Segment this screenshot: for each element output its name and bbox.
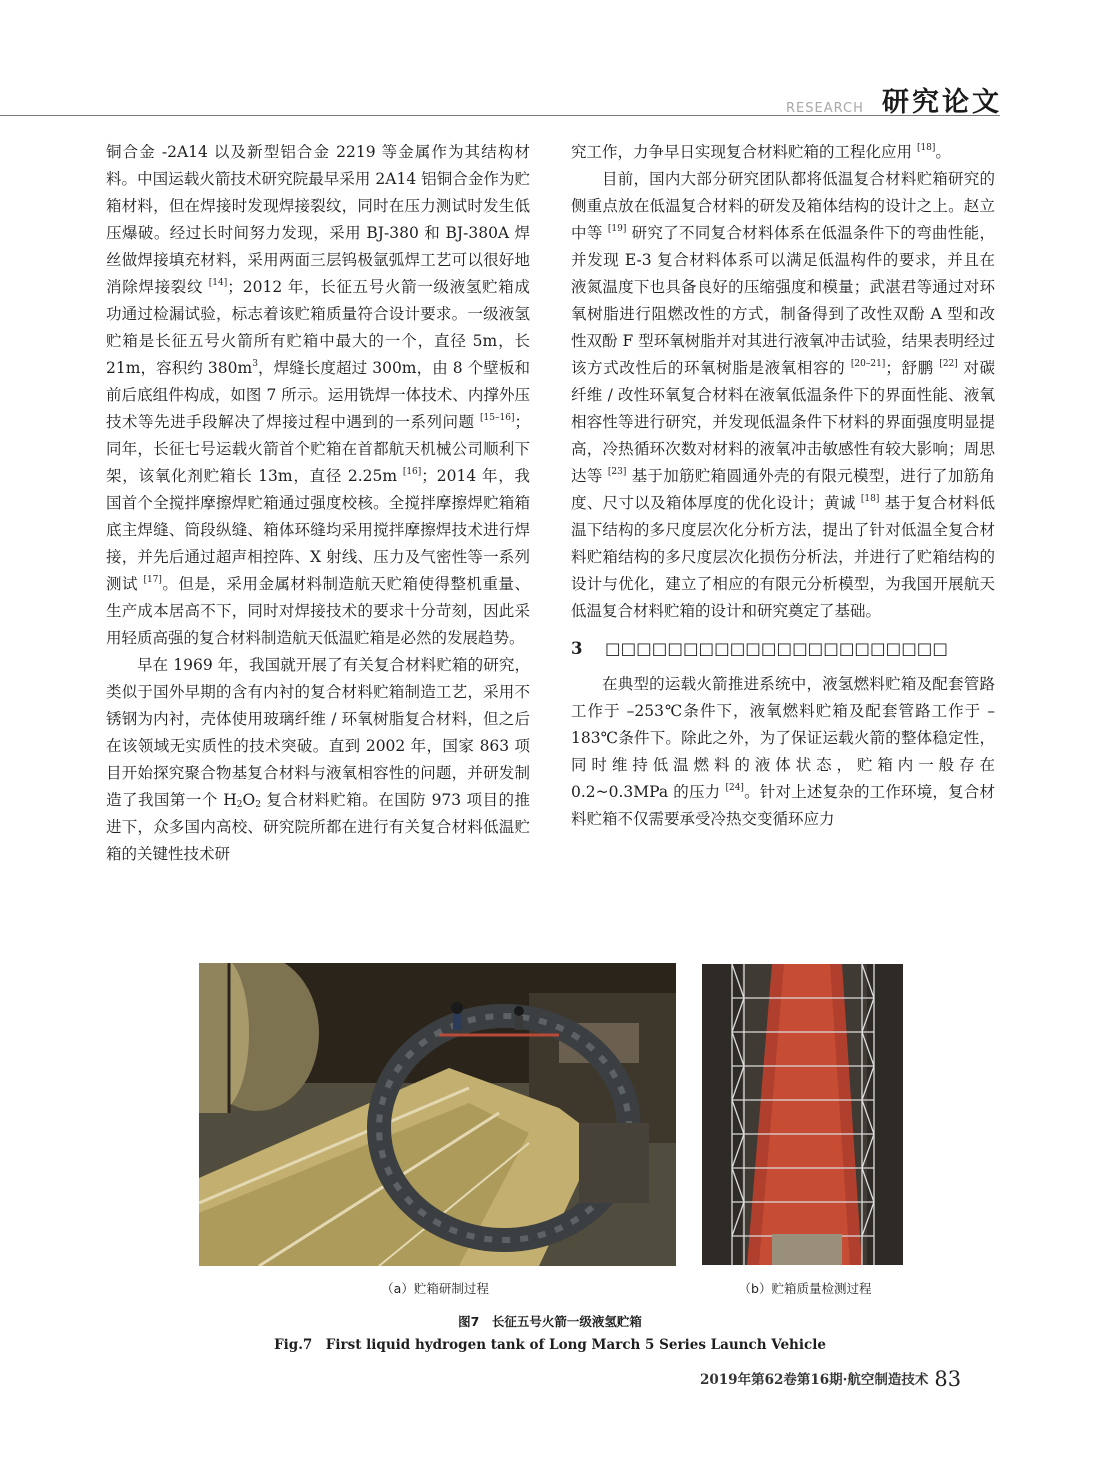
text-run: 基于复合材料低温下结构的多尺度层次化分析方法，提出了针对低温全复合材料贮箱结构的多尺度层次化损伤分析法，并进行了贮箱结构的设计与优化，建立了相应的有限元分析模型，为我国开展航天低温复合材料贮箱的设计和研究奠定了基础。 <box>571 494 995 620</box>
text-run: ，焊缝长度超过 300m，由 8 个壁板和前后底组件构成，如图 7 所示。运用铣焊一体技术、内撑外压技术等先进手段解决了焊接过程中遇到的一系列问题 <box>106 359 530 431</box>
left-paragraph-2 <box>106 652 530 868</box>
text-run: ；2014 年，我国首个全搅拌摩擦焊贮箱通过强度校核。全搅拌摩擦焊贮箱箱底主焊缝、筒段纵缝、箱体环缝均采用搅拌摩擦焊技术进行焊接，并先后通过超声相控阵、X 射线、压力及气密性等一系列测试 <box>106 467 530 593</box>
citation: [15–16] <box>480 413 515 423</box>
header-label-zh: 研究论文 <box>882 87 1002 118</box>
subcaption-a: （a）贮箱研制过程 <box>381 1281 489 1296</box>
text-run: 铜合金 -2A14 以及新型铝合金 2219 等金属作为其结构材料。中国运载火箭技术研究院最早采用 2A14 铝铜合金作为贮箱材料，但在焊接时发现焊接裂纹，同时在压力测试时发生低压爆破。经过长时间努力发现，采用 BJ-380 和 BJ-380A 焊丝做焊接填充材料，采用两面三层钨极氩弧焊工艺可以很好地消除焊接裂纹 <box>106 143 530 296</box>
text-run: 目前，国内大部分研究团队都将低温复合材料贮箱研究的侧重点放在低温复合材料的研发及箱体结构的设计之上。赵立中等 <box>571 170 995 242</box>
text-run: 。针对上述复杂的工作环境，复合材料贮箱不仅需要承受冷热交变循环应力 <box>571 783 995 828</box>
text-run: 。 <box>935 143 951 161</box>
text-run: 研究了不同复合材料体系在低温条件下的弯曲性能，并发现 E-3 复合材料体系可以满足低温构件的要求，并且在液氮温度下也具备良好的压缩强度和模量；武湛君等通过对环氧树脂进行阻燃改性的方式，制备得到了改性双酚 A 型和改性双酚 F 型环氧树脂并对其进行液氧冲击试验，结果表明经过该方式改性后的环氧树脂是液氧相容的 <box>571 224 995 377</box>
left-paragraph-1 <box>106 139 530 652</box>
subcaption-b: （b）贮箱质量检测过程 <box>738 1281 872 1296</box>
right-paragraph-2 <box>571 671 995 833</box>
text-run: 。但是，采用金属材料制造航天贮箱使得整机重量、生产成本居高不下，同时对焊接技术的要求十分苛刻，因此采用轻质高强的复合材料制造航天低温贮箱是必然的发展趋势。 <box>106 575 530 647</box>
text-run: 早在 1969 年，我国就开展了有关复合材料贮箱的研究，类似于国外早期的含有内衬的复合材料贮箱制造工艺，采用不锈钢为内衬，壳体使用玻璃纤维 / 环氧树脂复合材料，但之后在该领域无实质性的技术突破。直到 2002 年，国家 863 项目开始探究聚合物基复合材料与液氧相容性的问题，并研发制造了我国第一个 H <box>106 656 530 809</box>
text-run: ；2012 年，长征五号火箭一级液氢贮箱成功通过检漏试验，标志着该贮箱质量符合设计要求。一级液氢贮箱是长征五号火箭所有贮箱中最大的一个，直径 5m，长 21m，容积约 380m <box>106 278 530 377</box>
text-run: 在典型的运载火箭推进系统中，液氢燃料贮箱及配套管路工作于 –253℃条件下，液氧燃料贮箱及配套管路工作于 –183℃条件下。除此之外，为了保证运载火箭的整体稳定性，同时维持低温燃料的液体状态，贮箱内一般存在 0.2~0.3MPa 的压力 <box>571 675 995 801</box>
citation: [17] <box>143 575 162 585</box>
text-run: 复合材料贮箱。在国防 973 项目的推进下，众多国内高校、研究院所都在进行有关复合材料低温贮箱的关键性技术研 <box>106 791 530 863</box>
citation: [24] <box>725 783 744 793</box>
header-label-en: RESEARCH <box>786 101 864 116</box>
citation: [16] <box>402 467 422 477</box>
text-run: ；舒鹏 <box>885 359 940 377</box>
citation: [18] <box>860 494 880 504</box>
right-paragraph-1 <box>571 166 995 625</box>
citation: [20–21] <box>850 359 886 369</box>
figure-caption-en: Fig.7 First liquid hydrogen tank of Long March 5 Series Launch Vehicle <box>274 1337 826 1353</box>
text-run: 究工作，力争早日实现复合材料贮箱的工程化应用 <box>571 143 917 161</box>
citation: [22] <box>939 359 958 369</box>
citation: [19] <box>607 224 627 234</box>
section-heading <box>571 635 995 662</box>
figure-photo-tank-manufacturing <box>199 963 676 1266</box>
journal-info: 2019年第62卷第16期·航空制造技术 <box>700 1372 929 1388</box>
citation: [23] <box>607 467 627 477</box>
text-run: ；同年，长征七号运载火箭首个贮箱在首都航天机械公司顺利下架，该氧化剂贮箱长 13m，直径 2.25m <box>106 413 530 485</box>
subscript: 2 <box>236 800 243 810</box>
right-paragraph-0 <box>571 139 995 166</box>
section-title: □□□□□□□□□□□□□□□□□□□□□□ <box>605 639 948 658</box>
page-number: 83 <box>934 1367 962 1391</box>
text-run: 基于加筋贮箱圆通外壳的有限元模型，进行了加筋角度、尺寸以及箱体厚度的优化设计；黄诚 <box>571 467 995 512</box>
text-run: 对碳纤维 / 改性环氧复合材料在液氧低温条件下的界面性能、液氧相容性等进行研究，并发现低温条件下材料的界面强度明显提高，冷热循环次数对材料的液氧冲击敏感性有较大影响；周思达等 <box>571 359 995 485</box>
right-column <box>571 139 995 833</box>
left-column <box>106 139 530 868</box>
page-footer <box>700 1367 961 1391</box>
figure-caption-zh: 图7 长征五号火箭一级液氢贮箱 <box>458 1314 642 1329</box>
superscript: 3 <box>252 359 258 369</box>
figure-photo-tank-inspection <box>702 964 903 1265</box>
citation: [14] <box>208 278 228 288</box>
subscript: 2 <box>255 800 261 810</box>
section-number: 3 <box>571 639 583 658</box>
text-run: O <box>242 791 256 809</box>
citation: [18] <box>916 143 936 153</box>
